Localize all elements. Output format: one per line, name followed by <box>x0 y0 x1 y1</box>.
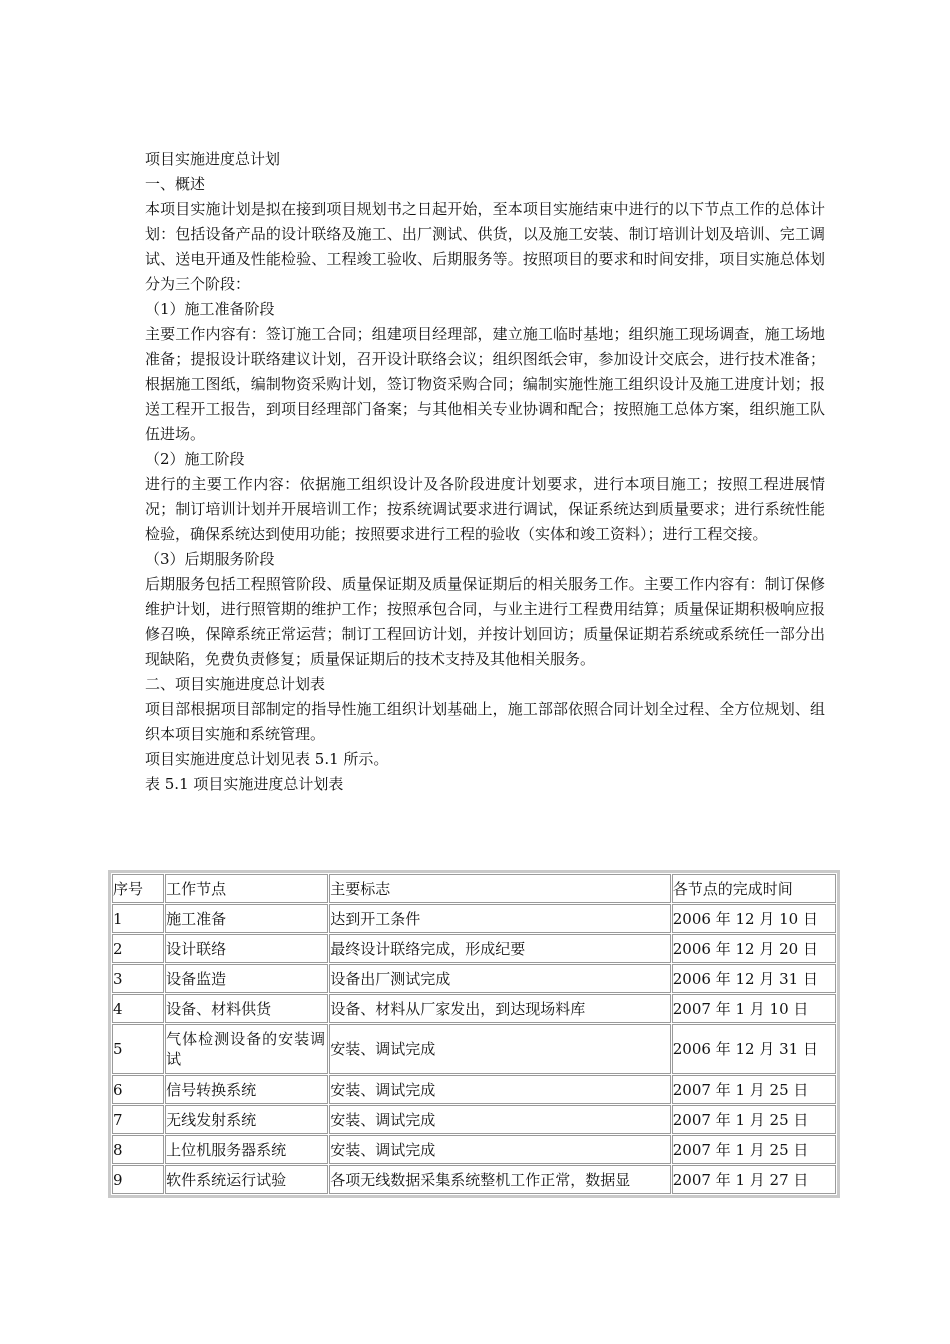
table-cell: 8 <box>112 1135 164 1164</box>
table-cell: 2006 年 12 月 10 日 <box>672 904 836 933</box>
table-cell: 信号转换系统 <box>165 1075 328 1104</box>
header-cell: 各节点的完成时间 <box>672 874 836 903</box>
table-cell: 4 <box>112 994 164 1023</box>
table-cell: 6 <box>112 1075 164 1104</box>
phase-heading-preparation: （1）施工准备阶段 <box>145 300 275 318</box>
table-row <box>112 1135 836 1164</box>
header-cell: 序号 <box>112 874 164 903</box>
table-cell: 2006 年 12 月 20 日 <box>672 934 836 963</box>
phase-paragraph-preparation: 主要工作内容有：签订施工合同；组建项目经理部，建立施工临时基地；组织施工现场调查，施工场地准备；提报设计联络建议计划，召开设计联络会议；组织图纸会审，参加设计交底会，进行技术准备；根据施工图纸，编制物资采购计划，签订物资采购合同；编制实施性施工组织设计及施工进度计划；报送工程开工报告，到项目经理部门备案；与其他相关专业协调和配合；按照施工总体方案，组织施工队伍进场。 <box>145 325 825 443</box>
section-heading-overview: 一、概述 <box>145 175 206 193</box>
table-cell: 5 <box>112 1024 164 1074</box>
table-cell: 软件系统运行试验 <box>165 1165 328 1194</box>
table-cell: 安装、调试完成 <box>329 1135 670 1164</box>
table-row <box>112 934 836 963</box>
table-row <box>112 1024 836 1074</box>
table-cell: 安装、调试完成 <box>329 1024 670 1074</box>
table-cell: 最终设计联络完成，形成纪要 <box>329 934 670 963</box>
page-title: 项目实施进度总计划 <box>145 150 281 168</box>
table-cell: 气体检测设备的安装调试 <box>165 1024 328 1074</box>
table-cell: 2007 年 1 月 25 日 <box>672 1105 836 1134</box>
table-cell: 2007 年 1 月 25 日 <box>672 1135 836 1164</box>
table-cell: 2007 年 1 月 10 日 <box>672 994 836 1023</box>
table-cell: 上位机服务器系统 <box>165 1135 328 1164</box>
table-cell: 达到开工条件 <box>329 904 670 933</box>
table-caption: 表 5.1 项目实施进度总计划表 <box>145 775 344 793</box>
table-row <box>112 964 836 993</box>
phase-heading-service: （3）后期服务阶段 <box>145 550 275 568</box>
table-cell: 施工准备 <box>165 904 328 933</box>
table-cell: 设备监造 <box>165 964 328 993</box>
table-cell: 9 <box>112 1165 164 1194</box>
header-cell: 主要标志 <box>329 874 670 903</box>
phase-paragraph-service: 后期服务包括工程照管阶段、质量保证期及质量保证期后的相关服务工作。主要工作内容有：制订保修维护计划，进行照管期的维护工作；按照承包合同，与业主进行工程费用结算；质量保证期积极响应报修召唤，保障系统正常运营；制订工程回访计划，并按计划回访；质量保证期若系统或系统任一部分出现缺陷，免费负责修复；质量保证期后的技术支持及其他相关服务。 <box>145 575 825 668</box>
document-body <box>145 147 825 797</box>
table-row <box>112 994 836 1023</box>
overview-paragraph: 本项目实施计划是拟在接到项目规划书之日起开始，至本项目实施结束中进行的以下节点工作的总体计划：包括设备产品的设计联络及施工、出厂测试、供货，以及施工安装、制订培训计划及培训、完工调试、送电开通及性能检验、工程竣工验收、后期服务等。按照项目的要求和时间安排，项目实施总体划分为三个阶段： <box>145 200 825 293</box>
table-cell: 设计联络 <box>165 934 328 963</box>
table-cell: 安装、调试完成 <box>329 1075 670 1104</box>
table-cell: 3 <box>112 964 164 993</box>
table-cell: 设备、材料供货 <box>165 994 328 1023</box>
table-cell: 2 <box>112 934 164 963</box>
table-cell: 无线发射系统 <box>165 1105 328 1134</box>
table-cell: 安装、调试完成 <box>329 1105 670 1134</box>
table-cell: 7 <box>112 1105 164 1134</box>
phase-heading-construction: （2）施工阶段 <box>145 450 245 468</box>
header-cell: 工作节点 <box>165 874 328 903</box>
table-row <box>112 1075 836 1104</box>
table-cell: 2006 年 12 月 31 日 <box>672 1024 836 1074</box>
table-row <box>112 1165 836 1194</box>
table-reference: 项目实施进度总计划见表 5.1 所示。 <box>145 750 389 768</box>
table-cell: 2007 年 1 月 25 日 <box>672 1075 836 1104</box>
section-heading-schedule: 二、项目实施进度总计划表 <box>145 675 326 693</box>
table-cell: 1 <box>112 904 164 933</box>
table-cell: 各项无线数据采集系统整机工作正常，数据显 <box>329 1165 670 1194</box>
schedule-paragraph: 项目部根据项目部制定的指导性施工组织计划基础上，施工部部依照合同计划全过程、全方位规划、组织本项目实施和系统管理。 <box>145 700 825 743</box>
table-header-row <box>112 874 836 903</box>
phase-paragraph-construction: 进行的主要工作内容：依据施工组织设计及各阶段进度计划要求，进行本项目施工；按照工程进展情况；制订培训计划并开展培训工作；按系统调试要求进行调试，保证系统达到质量要求；进行系统性能检验，确保系统达到使用功能；按照要求进行工程的验收（实体和竣工资料）；进行工程交接。 <box>145 475 825 543</box>
table-row <box>112 1105 836 1134</box>
table-cell: 2007 年 1 月 27 日 <box>672 1165 836 1194</box>
schedule-table <box>108 870 840 1198</box>
table-row <box>112 904 836 933</box>
table-cell: 2006 年 12 月 31 日 <box>672 964 836 993</box>
table-cell: 设备出厂测试完成 <box>329 964 670 993</box>
table-cell: 设备、材料从厂家发出，到达现场料库 <box>329 994 670 1023</box>
